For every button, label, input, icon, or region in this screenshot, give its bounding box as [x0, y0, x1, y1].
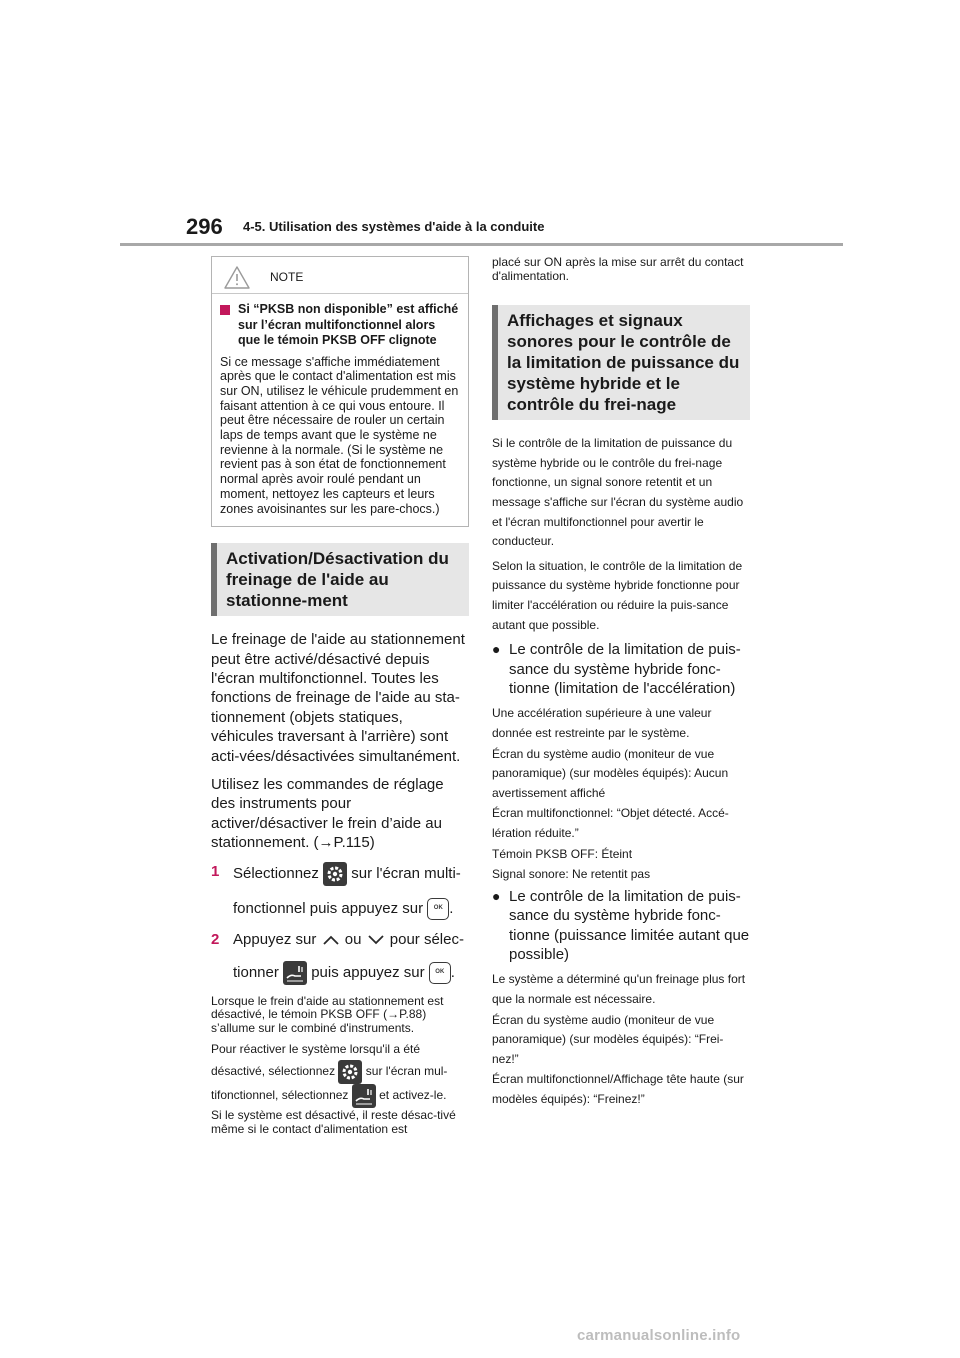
step-text: pour sélec- [389, 930, 464, 948]
text: et activez-le. [379, 1088, 447, 1103]
text: sur l'écran mul- [365, 1064, 448, 1079]
bullet-dot-icon: ● [492, 887, 501, 904]
step-text: Appuyez sur [233, 930, 317, 948]
chevron-up-icon [321, 934, 341, 946]
paragraph: Le système a déterminé qu'un freinage plus fort que la normale est nécessaire. [492, 972, 746, 1006]
paragraph: Si le contrôle de la limitation de puissance du système hybride ou le contrôle du frei-nage fonctionne, un signal sonore retentit et un message s'affiche sur l'écran du système audio et l'écran multifonctionnel pour avertir le conducteur. [492, 436, 744, 549]
square-bullet-icon [220, 305, 230, 315]
paragraph: Le freinage de l'aide au stationnement peut être activé/désactivé depuis l'écran multifonctionnel. Toutes les fonctions de freinage de l'aide au sta-tionnement (objets statiques, véhicules traversant à l'arrière) sont acti-vées/désactivées simultanément. [211, 631, 465, 765]
note-title: NOTE [270, 270, 304, 284]
bullet-dot-icon: ● [492, 641, 501, 658]
step-text: . [450, 963, 455, 981]
note-subheading-text: Si “PKSB non disponible” est affiché sur l’écran multifonctionnel alors que le témoin PKSB OFF clignote [238, 302, 459, 347]
bullet-text: Le contrôle de la limitation de puis-sance du système hybride fonc-tionne (puissance limitée autant que possible) [509, 887, 750, 963]
note-box [211, 256, 469, 527]
step-2 [211, 930, 469, 985]
paragraph-continued: placé sur ON après la mise sur arrêt du contact d'alimentation. [492, 255, 744, 283]
paragraph: Écran du système audio (moniteur de vue panoramique) (sur modèles équipés): “Frei-nez!” [492, 1012, 724, 1066]
step-text: tionner [233, 963, 279, 981]
parking-assist-icon [352, 1084, 376, 1108]
note-body: Si ce message s'affiche immédiatement après que le contact d'alimentation est mis sur ON, utilisez le véhicule prudemment en faisant attention à ce qui vous entoure. Il peut être nécessaire de rouler un certain laps de temps avant que le système ne revienne à la normale. (Si le système ne revient pas à son état de fonctionnement normal après avoir roulé pendant un moment, nettoyez les capteurs et leurs zones avoisinantes sur les pare-chocs.) [220, 354, 459, 516]
paragraph: Une accélération supérieure à une valeur donnée est restreinte par le système. [492, 706, 712, 740]
text: Pour réactiver le système lorsqu'il a été [211, 1042, 421, 1057]
page-number: 296 [186, 214, 223, 239]
paragraph: Si le système est désactivé, il reste désac-tivé même si le contact d'alimentation est [211, 1108, 456, 1136]
section-header: 4-5. Utilisation des systèmes d'aide à la conduite [243, 219, 545, 234]
step-text: . [449, 899, 454, 917]
step-number: 2 [211, 930, 220, 948]
paragraph: Selon la situation, le contrôle de la limitation de puissance du système hybride fonctionne pour limiter l'accélération ou réduire la puis-sance autant que possible. [492, 558, 743, 632]
left-column [211, 256, 469, 1141]
step-1 [211, 862, 469, 920]
step-text: sur l'écran multi- [351, 864, 461, 882]
step-text: fonctionnel puis appuyez sur [233, 899, 424, 917]
paragraph: Signal sonore: Ne retentit pas [492, 867, 651, 882]
section-heading-activation [211, 543, 469, 616]
section-heading-text: Activation/Désactivation du freinage de l'aide au stationne-ment [226, 549, 449, 611]
settings-gear-icon [338, 1060, 362, 1084]
step-text: puis appuyez sur [311, 963, 425, 981]
paragraph: Écran multifonctionnel/Affichage tête haute (sur modèles équipés): “Freinez!” [492, 1072, 744, 1106]
text: désactivé, sélectionnez [211, 1064, 336, 1079]
bullet-text: Le contrôle de la limitation de puis-sance du système hybride fonc-tionne (limitation de l'accélération) [509, 641, 741, 697]
paragraph: Témoin PKSB OFF: Éteint [492, 846, 633, 861]
step-text: Sélectionnez [233, 864, 319, 882]
paragraph-reactivate [211, 1040, 469, 1108]
note-subheading [220, 302, 460, 349]
ok-button-icon: OK [427, 898, 449, 920]
paragraph: Utilisez les commandes de réglage des instruments pour activer/désactiver le frein d’aide au stationnement. (→P.115) [211, 776, 444, 852]
paragraph: Écran du système audio (moniteur de vue panoramique) (sur modèles équipés): Aucun avertissement affiché [492, 746, 729, 800]
bullet-item [492, 640, 750, 698]
note-header [212, 261, 468, 294]
bullet-item [492, 887, 750, 965]
settings-gear-icon [323, 862, 347, 886]
ok-button-icon: OK [429, 962, 451, 984]
watermark-logo[interactable]: carmanualsonline.info [577, 1327, 741, 1344]
paragraph: Lorsque le frein d'aide au stationnement est désactivé, le témoin PKSB OFF (→P.88) s’allume sur le combiné d'instruments. [211, 993, 444, 1035]
step-number: 1 [211, 862, 220, 880]
chevron-down-icon [366, 934, 386, 946]
section-heading-text: Affichages et signaux sonores pour le contrôle de la limitation de puissance du système hybride et le contrôle du frei-nage [507, 311, 740, 415]
step-text: ou [344, 930, 362, 948]
right-column [492, 256, 750, 1110]
header-rule [120, 243, 843, 246]
text: tifonctionnel, sélectionnez [211, 1088, 349, 1103]
parking-assist-icon [283, 961, 307, 985]
paragraph: Écran multifonctionnel: “Objet détecté. Accé-lération réduite.” [492, 806, 729, 840]
warning-triangle-icon [224, 266, 250, 289]
section-heading-signals [492, 305, 750, 420]
